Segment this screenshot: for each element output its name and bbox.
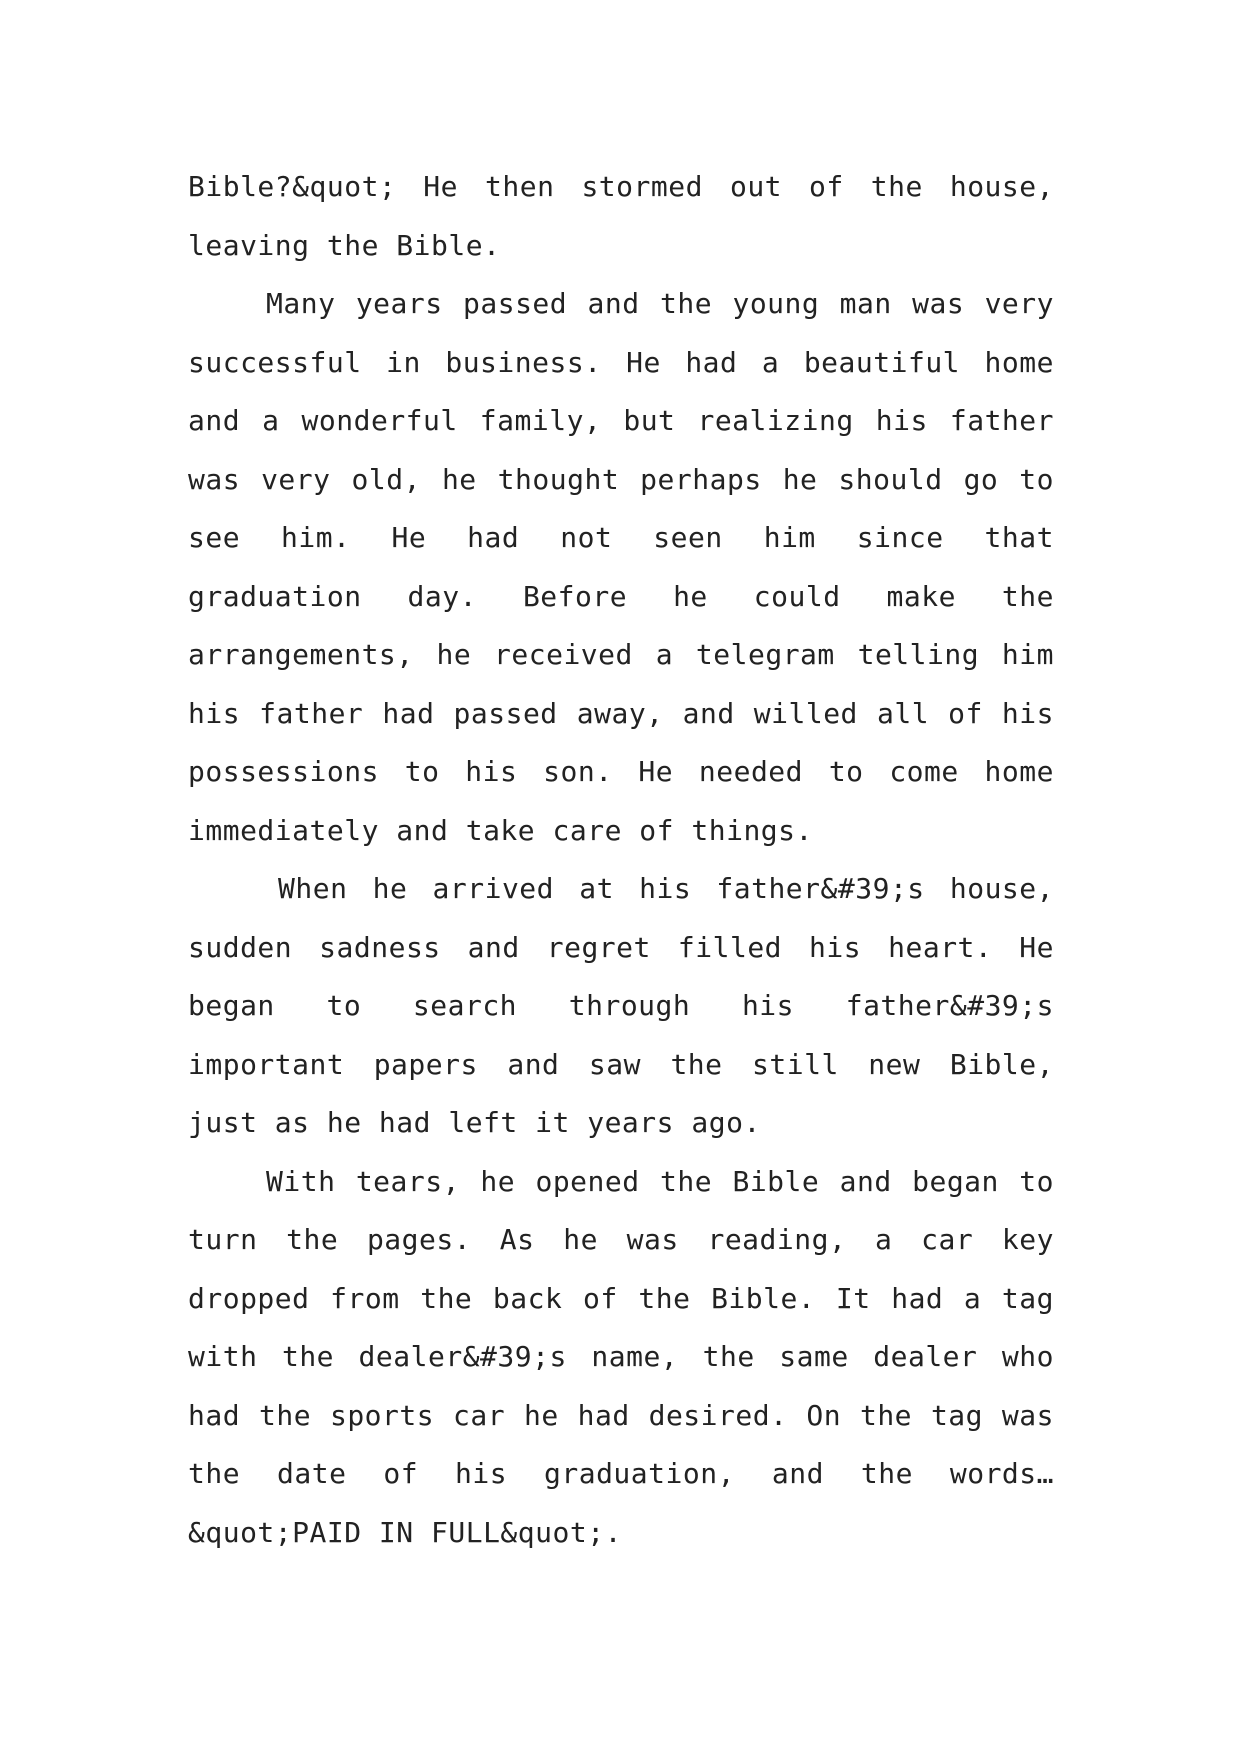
- body-text: [188, 158, 1054, 1562]
- paragraph-3: When he arrived at his father&#39;s house, sudden sadness and regret filled his heart. He began to search through his father&#39;s important papers and saw the still new Bible, just as he had left it years ago.: [188, 872, 1054, 1139]
- paragraph-2: Many years passed and the young man was very successful in business. He had a beautiful home and a wonderful family, but realizing his father was very old, he thought perhaps he should go to see him. He had not seen him since that graduation day. Before he could make the arrangements, he received a telegram telling him his father had passed away, and willed all of his possessions to his son. He needed to come home immediately and take care of things.: [188, 287, 1054, 847]
- paragraph-4: With tears, he opened the Bible and began to turn the pages. As he was reading, a car key dropped from the back of the Bible. It had a tag with the dealer&#39;s name, the same dealer who had the sports car he had desired. On the tag was the date of his graduation, and the words… &quot;PAID IN FULL&quot;.: [188, 1164, 1054, 1549]
- paragraph-1: Bible?&quot; He then stormed out of the house, leaving the Bible.: [188, 170, 1054, 262]
